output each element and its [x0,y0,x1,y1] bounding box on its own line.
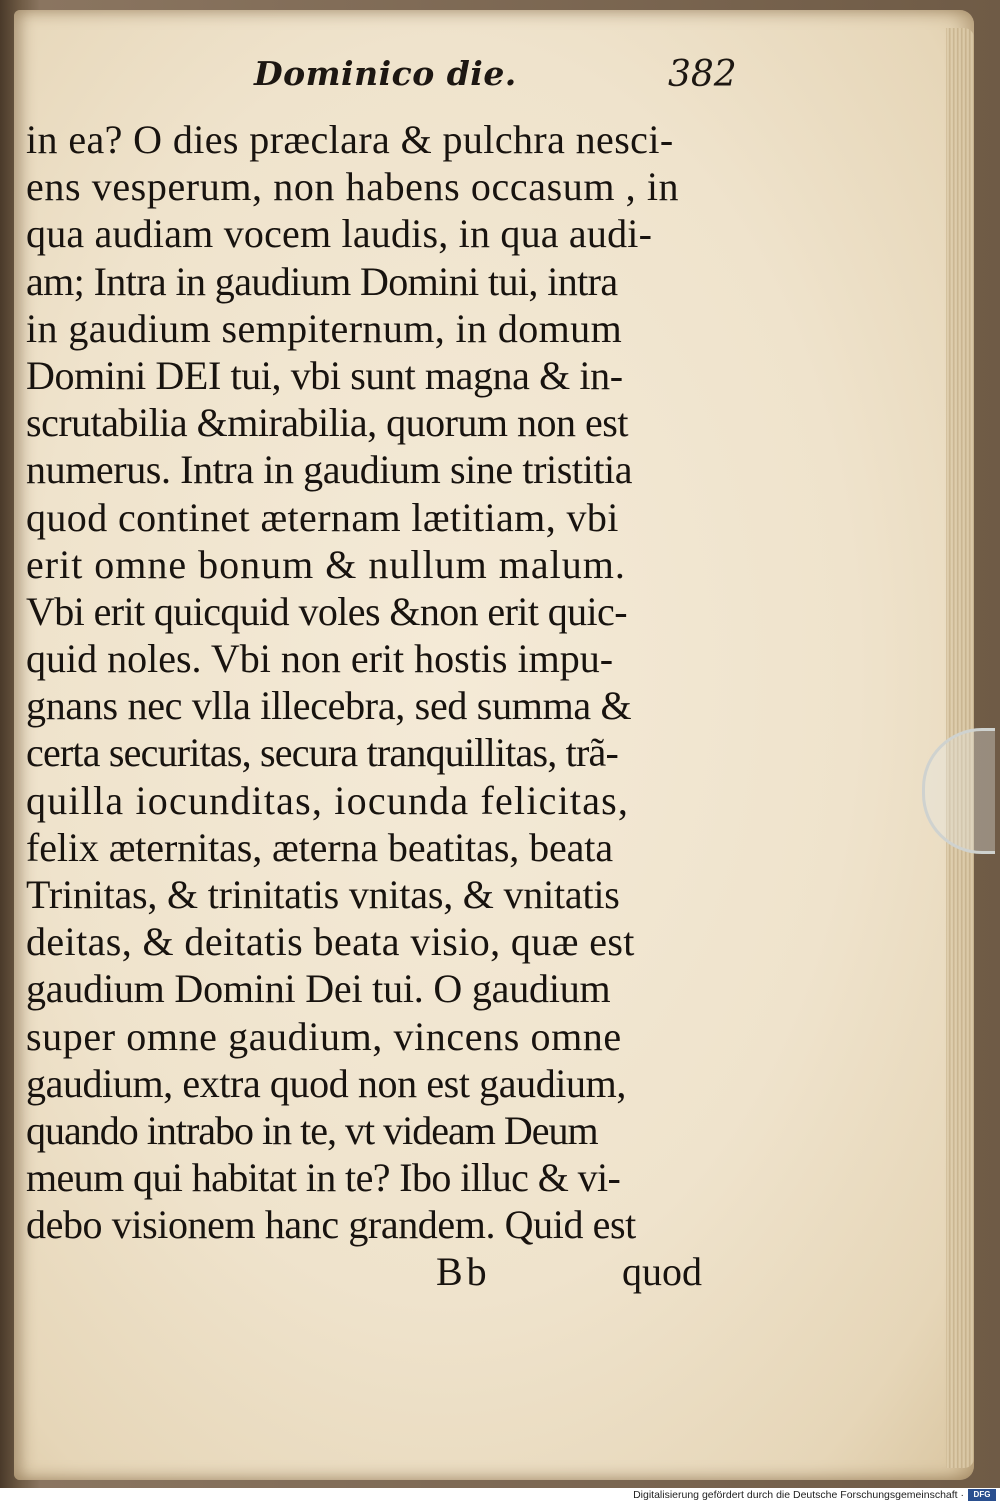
text-line: in gaudium sempiternum, in domum [26,305,623,351]
text-line: quando intrabo in te, vt videam Deum [26,1107,598,1153]
catchword: quod [622,1249,702,1294]
text-line: gaudium Domini Dei tui. O gaudium [26,966,611,1012]
body-text [26,116,746,1249]
text-line: meum qui habitat in te? Ibo illuc & vi- [26,1155,621,1201]
dfg-logo-icon: DFG [968,1489,996,1501]
signature-mark: Bb [436,1249,491,1294]
text-line: super omne gaudium, vincens omne [26,1013,622,1059]
text-line: quilla iocunditas, iocunda felicitas, [26,777,630,823]
text-line: debo visionem hanc grandem. Quid est [26,1202,636,1248]
running-head: Dominico die. [254,54,517,93]
page-footer [26,1248,746,1298]
text-line: in ea? O dies præclara & pulchra nesci- [26,117,674,162]
digitization-credit-bar [0,1488,1000,1502]
page-number: 382 [668,54,737,95]
text-line: Domini DEI tui, vbi sunt magna & in- [26,352,623,398]
credit-text: Digitalisierung gefördert durch die Deutsche Forschungsgemeinschaft · [633,1489,964,1501]
text-line: qua audiam vocem laudis, in qua audi- [26,211,653,257]
text-line: gnans nec vlla illecebra, sed summa & [26,683,632,729]
text-line: deitas, & deitatis beata visio, quæ est [26,919,635,965]
text-line: erit omne bonum & nullum malum. [26,541,626,587]
text-line: quid noles. Vbi non erit hostis impu- [26,636,614,682]
text-line: scrutabilia &mirabilia, quorum non est [26,400,628,446]
text-line: am; Intra in gaudium Domini tui, intra [26,258,618,304]
text-line: Trinitas, & trinitatis vnitas, & vnitatis [26,872,620,917]
text-line: Vbi erit quicquid voles &non erit quic- [26,588,627,634]
text-line: numerus. Intra in gaudium sine tristitia [26,447,633,493]
page-header [250,52,770,108]
text-line: ens vesperum, non habens occasum , in [26,164,680,210]
text-line: certa securitas, secura tranquillitas, trã- [26,730,618,776]
text-line: quod continet æternam lætitiam, vbi [26,494,619,540]
text-line: felix æternitas, æterna beatitas, beata [26,824,613,870]
text-line: gaudium, extra quod non est gaudium, [26,1060,626,1106]
